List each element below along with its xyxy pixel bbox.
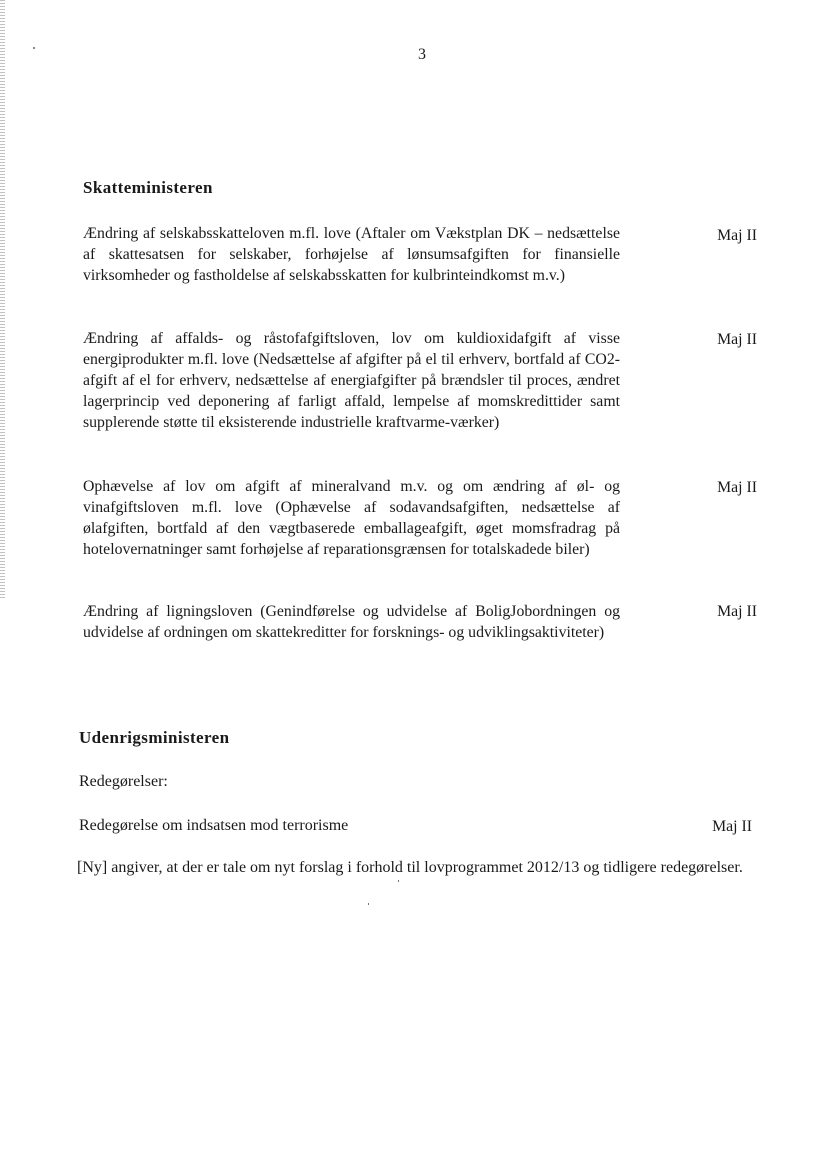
scan-speck (33, 47, 35, 49)
scan-speck (398, 880, 399, 882)
bill-entry-text: Ophævelse af lov om afgift af mineralvand m.v. og om ændring af øl- og vinafgiftsloven m.fl. love (Ophævelse af sodavandsafgiften, nedsættelse af ølafgiften, bortfald af den vægtbaserede emballageafgift, øget momsfradrag på hotelovernatninger samt forhøjelse af reparationsgrænsen for totalskadede biler) (83, 478, 620, 558)
report-entry-text: Redegørelse om indsatsen mod terrorisme (79, 817, 349, 834)
bill-entry-date: Maj II (717, 227, 757, 244)
bill-entry-text: Ændring af ligningsloven (Genindførelse og udvidelse af BoligJobordningen og udvidelse af ordningen om skattekreditter for forsknings- og udviklingsaktiviteter) (83, 603, 620, 641)
scan-speck (368, 903, 369, 905)
subheading-redegoerelser: Redegørelser: (79, 773, 168, 790)
page-number: 3 (418, 46, 426, 63)
report-entry-date: Maj II (712, 818, 752, 835)
bill-entry-date: Maj II (717, 603, 757, 620)
footnote: [Ny] angiver, at der er tale om nyt forslag i forhold til lovprogrammet 2012/13 og tidligere redegørelser. (77, 859, 743, 876)
bill-entry-text: Ændring af selskabsskatteloven m.fl. love (Aftaler om Vækstplan DK – nedsættelse af skattesatsen for selskaber, forhøjelse af lønsumsafgiften for finansielle virksomheder og fastholdelse af selskabsskatten for kulbrinteindkomst m.v.) (83, 225, 620, 284)
scan-edge-artifact (0, 0, 5, 600)
section-heading-skatteministeren: Skatteministeren (83, 178, 213, 197)
bill-entry-text: Ændring af affalds- og råstofafgiftsloven, lov om kuldioxidafgift af visse energiprodukter m.fl. love (Nedsættelse af afgifter på el til erhverv, bortfald af CO2-afgift af el for erhverv, nedsættelse af energiafgifter på brændsler til proces, ændret lagerprincip ved deponering af farligt affald, lempelse af momskredittider samt supplerende støtte til eksisterende industrielle kraftvarme-værker) (83, 330, 620, 431)
bill-entry-date: Maj II (717, 331, 757, 348)
bill-entry-date: Maj II (717, 479, 757, 496)
section-heading-udenrigsministeren: Udenrigsministeren (79, 728, 230, 747)
